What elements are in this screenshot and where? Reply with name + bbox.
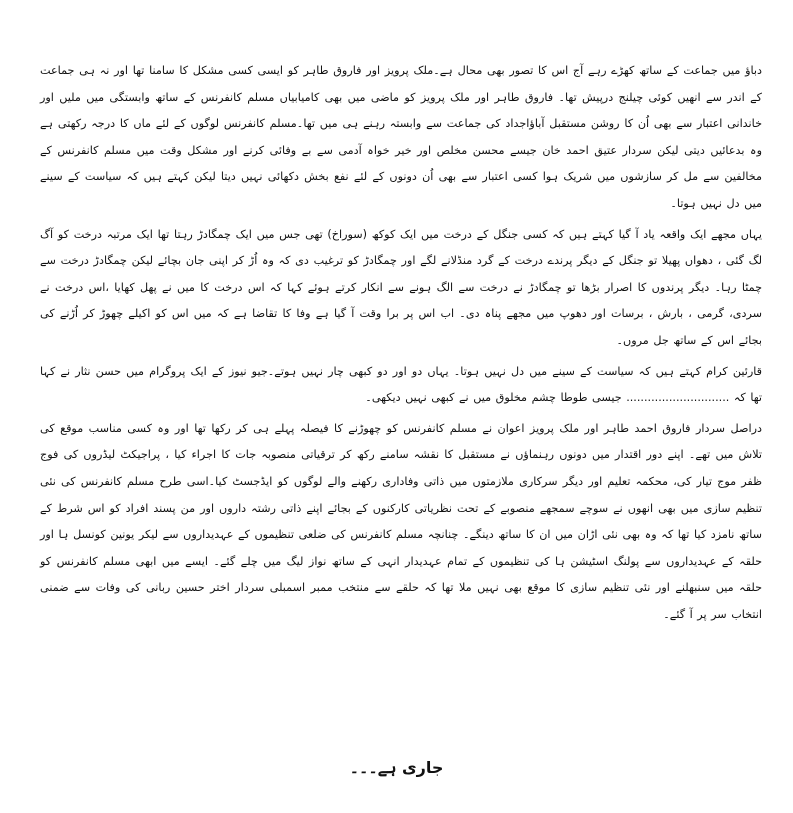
to-be-continued-label: جاری ہے۔۔۔ — [349, 758, 444, 777]
article-body — [40, 58, 762, 632]
paragraph-2: یہاں مجھے ایک واقعہ یاد آ گیا کہتے ہیں کہ کسی جنگل کے درخت میں ایک کوکھ (سوراخ) تھی جس میں ایک چمگادڑ رہتا تھا ایک مرتبہ درخت کو آگ لگ گئی ، دھواں پھیلا تو جنگل کے دیگر پرندے درخت کے گرد منڈلانے لگے اور چمگادڑ کو ترغیب دی کہ وہ اُڑ کر اپنی جان بچائے لیکن چمگادڑ درخت سے چمٹا رہا۔ دیگر پرندوں کا اصرار بڑھا تو چمگادڑ نے درخت سے الگ ہونے سے انکار کرتے ہوئے کہا کہ اس درخت کا میں نے پھل کھایا ،اس درخت نے سردی، گرمی ، بارش ، برسات اور دھوپ میں مجھے پناہ دی۔ اب اس پر برا وقت آ گیا ہے وفا کا تقاضا ہے کہ میں اس کو اکیلے چھوڑ کر اُڑنے کی بجائے اس کے ساتھ جل مروں۔ — [40, 227, 762, 347]
paragraph-1: دباؤ میں جماعت کے ساتھ کھڑے رہے آج اس کا تصور بھی محال ہے۔ملک پرویز اور فاروق طاہر کو ایسی کسی مشکل کا سامنا تھا اور نہ ہی جماعت کے اندر سے انھیں کوئی چیلنج درپیش تھا۔ فاروق طاہر اور ملک پرویز کو ماضی میں بھی کامیابیاں مسلم کانفرنس کے ساتھ وابستگی میں ملیں اور خاندانی اعتبار سے بھی اُن کا روشن مستقبل آباؤاجداد کی جماعت سے وابستہ رہنے ہی میں تھا۔مسلم کانفرنس لوگوں کے لئے ماں کا درجہ رکھتی ہے وہ بدعائیں دیتی لیکن سردار عتیق احمد خان جیسے محسن مخلص اور خیر خواہ آدمی سے بے وفائی کرنے اور مشکل وقت میں مسلم کانفرنس کے مخالفین سے مل کر سازشوں میں شریک ہوا کسی اعتبار سے بھی اُن دونوں کے لئے نفع بخش دکھائی نہیں دیتا لیکن کہتے ہیں کہ سیاست کے سینے میں دل نہیں ہوتا۔ — [40, 64, 762, 210]
paragraph-4: دراصل سردار فاروق احمد طاہر اور ملک پرویز اعوان نے مسلم کانفرنس کو چھوڑنے کا فیصلہ پہلے ہی کر رکھا تھا اور وہ کسی مناسب موقع کی تلاش میں تھے۔ اپنے دور اقتدار میں دونوں رہنماؤں نے مستقبل کا نقشہ سامنے رکھ کر ترقیاتی منصوبہ جات کا اجراء کیا ، پراجیکٹ لیڈروں کی فوج ظفر موج تیار کی، محکمہ تعلیم اور دیگر سرکاری ملازمتوں میں ذاتی وفاداری رکھنے والے لوگوں کو ایڈجسٹ کیا۔اسی طرح مسلم کانفرنس کی نئی تنظیم سازی میں بھی انھوں نے سوچے سمجھے منصوبے کے تحت نظریاتی کارکنوں کے بجائے اپنے ذاتی رشتہ داروں اور من پسند افراد کو اس شرط کے ساتھ نامزد کیا تھا کہ وہ بھی نئی اڑان میں ان کا ساتھ دینگے۔ چنانچہ مسلم کانفرنس کی ضلعی تنظیموں کے عہدیداروں سے لیکر یونین کونسل ہا اور حلقہ کے عہدیداروں سے پولنگ اسٹیشن ہا کی تنظیموں کے تمام عہدیدار انہی کے ساتھ نواز لیگ میں چلے گئے۔ ایسے میں ابھی مسلم کانفرنس کو حلقہ میں سنبھلنے اور نئی تنظیم سازی کا موقع بھی نہیں ملا تھا کہ حلقے سے منتخب ممبر اسمبلی سردار اختر حسین ربانی کی وفات سے ضمنی انتخاب سر پر آ گئے۔ — [40, 421, 762, 621]
paragraph-3: قارئین کرام کہتے ہیں کہ سیاست کے سینے میں دل نہیں ہوتا۔ یہاں دو اور دو کبھی چار نہیں ہوتے۔جیو نیوز کے ایک پروگرام میں حسن نثار نے کہا تھا کہ ............................. جیسی طوطا چشم مخلوق میں نے کبھی نہیں دیکھی۔ — [40, 364, 762, 405]
